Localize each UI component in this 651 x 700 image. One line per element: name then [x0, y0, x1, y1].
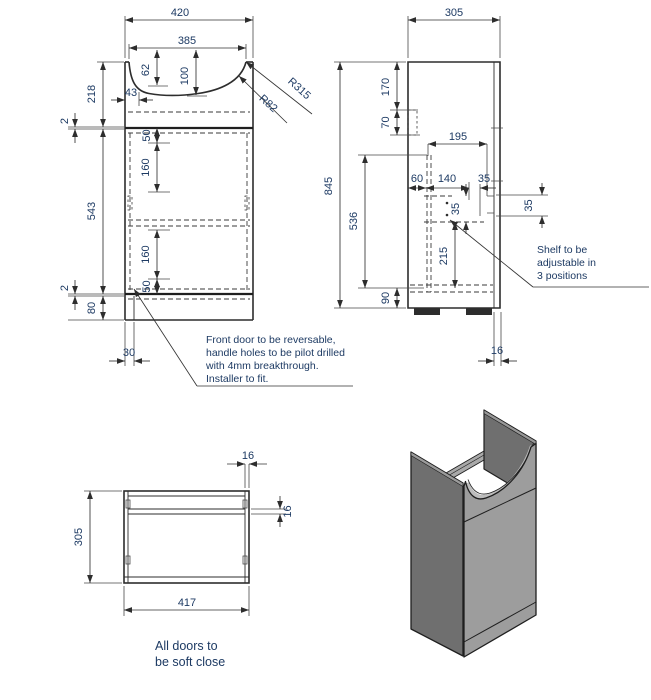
shelf-note: [537, 244, 596, 282]
dim-front-hole-offset-top: 50: [141, 129, 153, 142]
dim-front-hole-pitch-top: 160: [140, 158, 152, 177]
front-door-note: [205, 334, 345, 385]
dim-front-cutout-depth-center: 100: [179, 66, 191, 86]
soft-close-line2: be soft close: [155, 655, 226, 669]
dim-side-hole-inset: 35: [477, 173, 491, 185]
dim-side-plinth-height: 90: [380, 291, 392, 305]
dim-side-hole-pitch-inner: 35: [450, 202, 462, 216]
dim-side-shelf-depth: 195: [448, 131, 468, 143]
plan-inner-lines: [124, 491, 249, 583]
plan-outline: [124, 491, 249, 583]
plan-view: [73, 450, 294, 616]
soft-close-line1: All doors to: [155, 639, 218, 653]
side-hanger-hidden: [408, 110, 417, 135]
shelf-note-line2: adjustable in: [537, 257, 596, 269]
dim-side-mid-height: 536: [348, 211, 360, 231]
dim-front-plinth-height: 80: [86, 301, 98, 315]
side-shelf-pin-mark-2: [446, 214, 449, 217]
dim-side-hole-span: 140: [437, 173, 457, 185]
iso-view: [411, 410, 536, 657]
dim-side-hole-pitch-front: 35: [523, 199, 535, 212]
iso-left-panel: [411, 452, 463, 656]
front-door-hidden-edges: [130, 133, 247, 293]
dim-side-overall-height: 845: [323, 176, 335, 196]
shelf-note-line1: Shelf to be: [537, 244, 588, 256]
dim-front-overall-width: 420: [170, 7, 190, 19]
dim-side-shelf-position: 215: [438, 246, 450, 266]
dim-plan-side-panel-thickness: 16: [241, 450, 255, 462]
soft-close-note: [155, 639, 225, 669]
side-shelf-pin-mark-1: [446, 202, 449, 205]
dim-radius-main: R315: [285, 75, 313, 103]
dim-front-plinth-recess: 30: [122, 347, 136, 359]
dim-front-hole-pitch-bottom: 160: [140, 245, 152, 264]
side-outline: [408, 62, 500, 308]
dim-plan-overall-width: 417: [177, 597, 197, 609]
side-foot-left: [414, 308, 440, 315]
dim-front-cutout-offset: 43: [124, 87, 138, 99]
dim-front-cutout-depth-side: 62: [140, 63, 152, 77]
dim-front-mid-section: 543: [86, 201, 98, 221]
dim-front-hole-offset-bottom: 50: [141, 280, 153, 293]
side-view: [323, 7, 649, 366]
front-door-note-line4: Installer to fit.: [206, 373, 269, 385]
side-back-rail-hidden: [427, 155, 431, 292]
dim-side-back-inset: 60: [410, 173, 424, 185]
front-view: [59, 7, 353, 386]
dim-side-panel-thickness: 16: [490, 345, 504, 357]
dim-plan-rail-thickness: 16: [282, 505, 294, 518]
side-foot-right: [466, 308, 492, 315]
dim-side-top-offset: 170: [380, 77, 392, 97]
front-door-note-line3: with 4mm breakthrough.: [206, 360, 319, 372]
dim-radius-corner: R82: [256, 92, 280, 115]
dim-side-overall-depth: 305: [444, 7, 464, 19]
dim-front-cutout-width: 385: [177, 35, 197, 47]
front-door-note-line2: handle holes to be pilot drilled: [206, 347, 345, 359]
dim-front-top-section: 218: [86, 84, 98, 104]
front-door-note-line1: Front door to be reversable,: [206, 334, 336, 346]
dim-plan-overall-depth: 305: [73, 527, 85, 547]
dim-front-bottom-panel: 2: [59, 284, 71, 292]
dim-side-hanger-height: 70: [380, 116, 392, 129]
side-plinth-hidden: [410, 285, 493, 292]
shelf-note-line3: 3 positions: [537, 270, 588, 282]
dim-front-top-panel: 2: [59, 117, 71, 125]
